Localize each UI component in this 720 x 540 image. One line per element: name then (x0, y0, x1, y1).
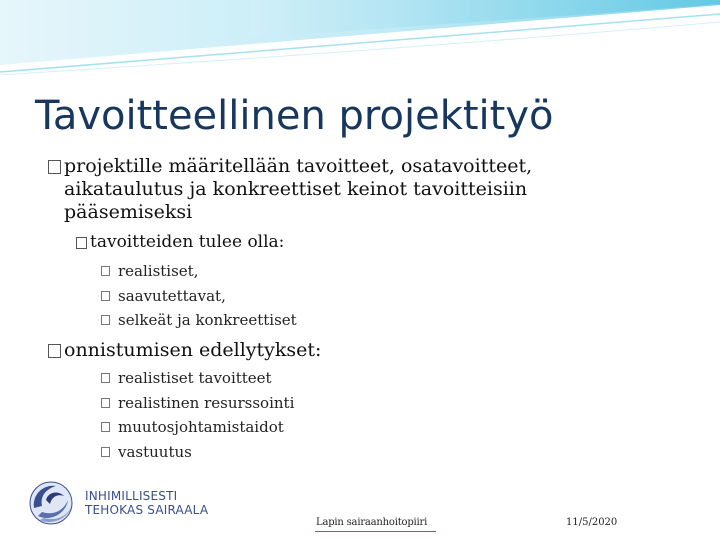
footer-underline (315, 531, 436, 532)
bullet-text: onnistumisen edellytykset: (64, 339, 322, 361)
bullet-item (101, 443, 192, 461)
bullet-box-icon (101, 373, 110, 383)
organization-logo (26, 478, 210, 528)
bullet-box-icon (101, 266, 110, 276)
bullet-item (48, 155, 532, 224)
bullet-text: projektille määritellään tavoitteet, osatavoitteet, (64, 155, 533, 177)
bullet-text: pääsemiseksi (64, 201, 193, 223)
bullet-box-icon (101, 398, 110, 408)
globe-swirl-logo-icon (26, 478, 76, 528)
bullet-item (101, 287, 226, 305)
slide-title: Tavoitteellinen projektityö (35, 93, 554, 139)
bullet-box-icon (48, 344, 61, 358)
bullet-text: muutosjohtamistaidot (118, 418, 284, 436)
bullet-text: aikataulutus ja konkreettiset keinot tavoitteisiin (64, 178, 528, 200)
bullet-box-icon (76, 237, 87, 249)
logo-line-1: INHIMILLISESTI (85, 489, 178, 503)
bullet-item (101, 262, 198, 280)
bullet-text: realistiset, (118, 262, 199, 280)
bullet-text: saavutettavat, (118, 287, 226, 305)
bullet-item (101, 394, 294, 412)
bullet-box-icon (101, 447, 110, 457)
footer-date: 11/5/2020 (566, 517, 618, 528)
bullet-box-icon (101, 291, 110, 301)
bullet-text: vastuutus (118, 443, 192, 461)
bullet-text: selkeät ja konkreettiset (118, 311, 297, 329)
bullet-item (76, 232, 284, 253)
bullet-box-icon (101, 315, 110, 325)
footer-organization: Lapin sairaanhoitopiiri (316, 517, 428, 528)
bullet-item (48, 339, 321, 362)
bullet-item (101, 418, 284, 436)
bullet-text: realistinen resurssointi (118, 394, 295, 412)
bullet-text: tavoitteiden tulee olla: (90, 232, 285, 252)
logo-wordmark (85, 489, 208, 517)
bullet-text: realistiset tavoitteet (118, 369, 272, 387)
bullet-box-icon (48, 160, 61, 174)
bullet-item (101, 311, 297, 329)
logo-line-2: TEHOKAS SAIRAALA (85, 503, 209, 517)
bullet-item (101, 369, 272, 387)
bullet-box-icon (101, 422, 110, 432)
